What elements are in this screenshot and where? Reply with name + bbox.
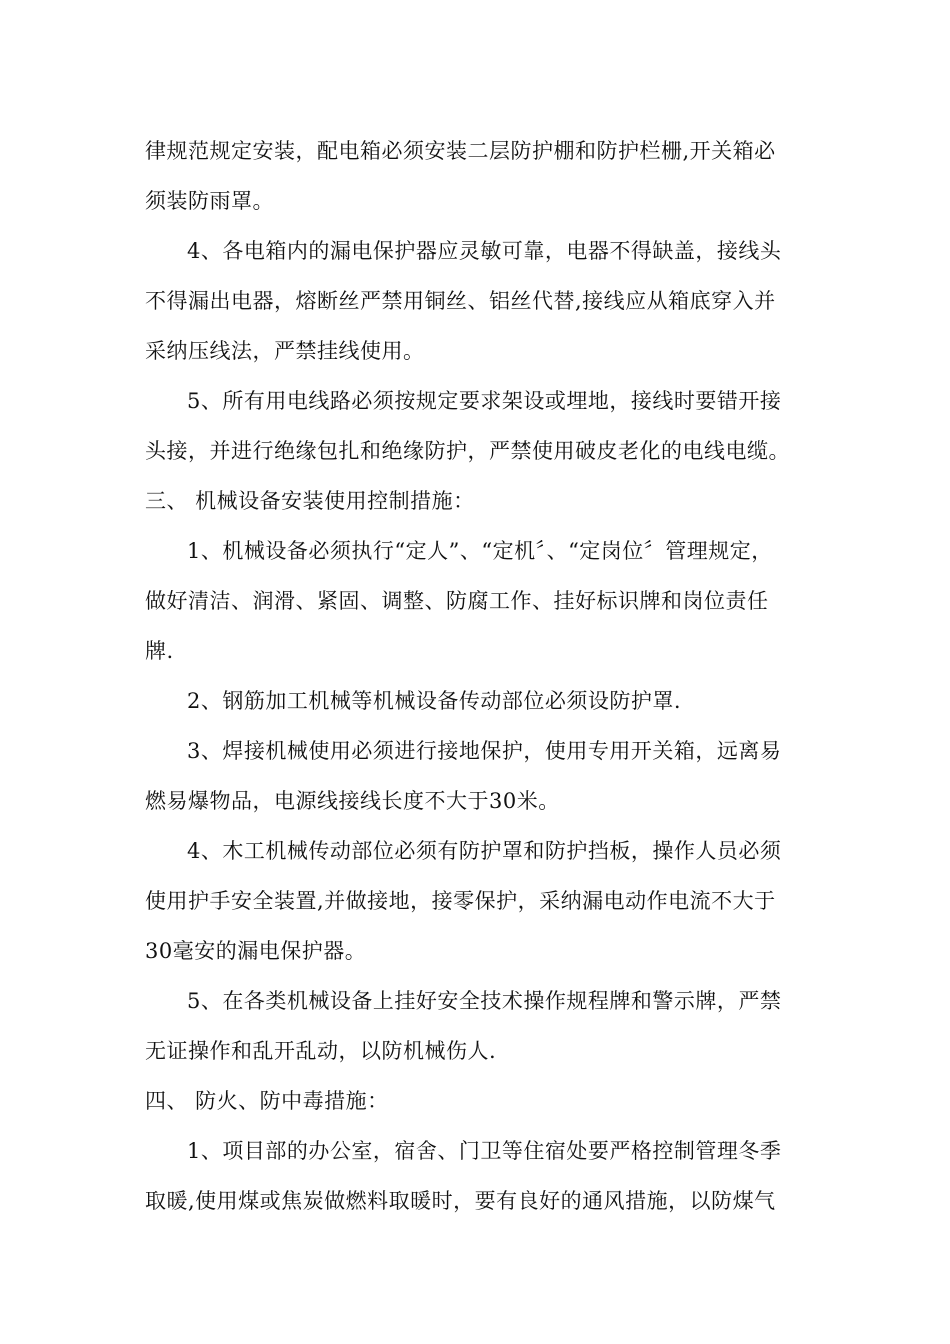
paragraph-start: 4、木工机械传动部位必须有防护罩和防护挡板，操作人员必须: [187, 839, 782, 863]
paragraph-start: 1、机械设备必须执行“定人”、“定机〞、“定岗位〞管理规定，: [187, 539, 773, 563]
text-line: 采纳压线法，严禁挂线使用。: [145, 339, 425, 363]
text-line: 使用护手安全装置,并做接地，接零保护，采纳漏电动作电流不大于: [145, 889, 776, 913]
text-line: 须装防雨罩。: [145, 189, 274, 213]
section-heading: 三、 机械设备安装使用控制措施：: [145, 489, 475, 513]
paragraph-start: 5、在各类机械设备上挂好安全技术操作规程牌和警示牌，严禁: [187, 989, 782, 1013]
text-line: 燃易爆物品，电源线接线长度不大于30米。: [145, 789, 560, 813]
text-line: 取暖,使用煤或焦炭做燃料取暖时，要有良好的通风措施，以防煤气: [145, 1189, 776, 1213]
paragraph-start: 4、各电箱内的漏电保护器应灵敏可靠，电器不得缺盖，接线头: [187, 239, 782, 263]
text-line: 牌.: [145, 639, 174, 663]
paragraph-start: 1、项目部的办公室，宿舍、门卫等住宿处要严格控制管理冬季: [187, 1139, 782, 1163]
text-line: 做好清洁、润滑、紧固、调整、防腐工作、挂好标识牌和岗位责任: [145, 589, 769, 613]
section-heading: 四、 防火、防中毒措施：: [145, 1089, 389, 1113]
text-line: 不得漏出电器，熔断丝严禁用铜丝、铝丝代替,接线应从箱底穿入并: [145, 289, 776, 313]
paragraph-start: 5、所有用电线路必须按规定要求架设或埋地，接线时要错开接: [187, 389, 782, 413]
text-line: 无证操作和乱开乱动，以防机械伤人.: [145, 1039, 497, 1063]
text-line: 头接，并进行绝缘包扎和绝缘防护，严禁使用破皮老化的电线电缆。: [145, 439, 790, 463]
paragraph-start: 3、焊接机械使用必须进行接地保护，使用专用开关箱，远离易: [187, 739, 782, 763]
text-line: 30毫安的漏电保护器。: [145, 939, 367, 963]
paragraph-start: 2、钢筋加工机械等机械设备传动部位必须设防护罩.: [187, 689, 682, 713]
text-line: 律规范规定安装，配电箱必须安装二层防护棚和防护栏栅,开关箱必: [145, 139, 776, 163]
